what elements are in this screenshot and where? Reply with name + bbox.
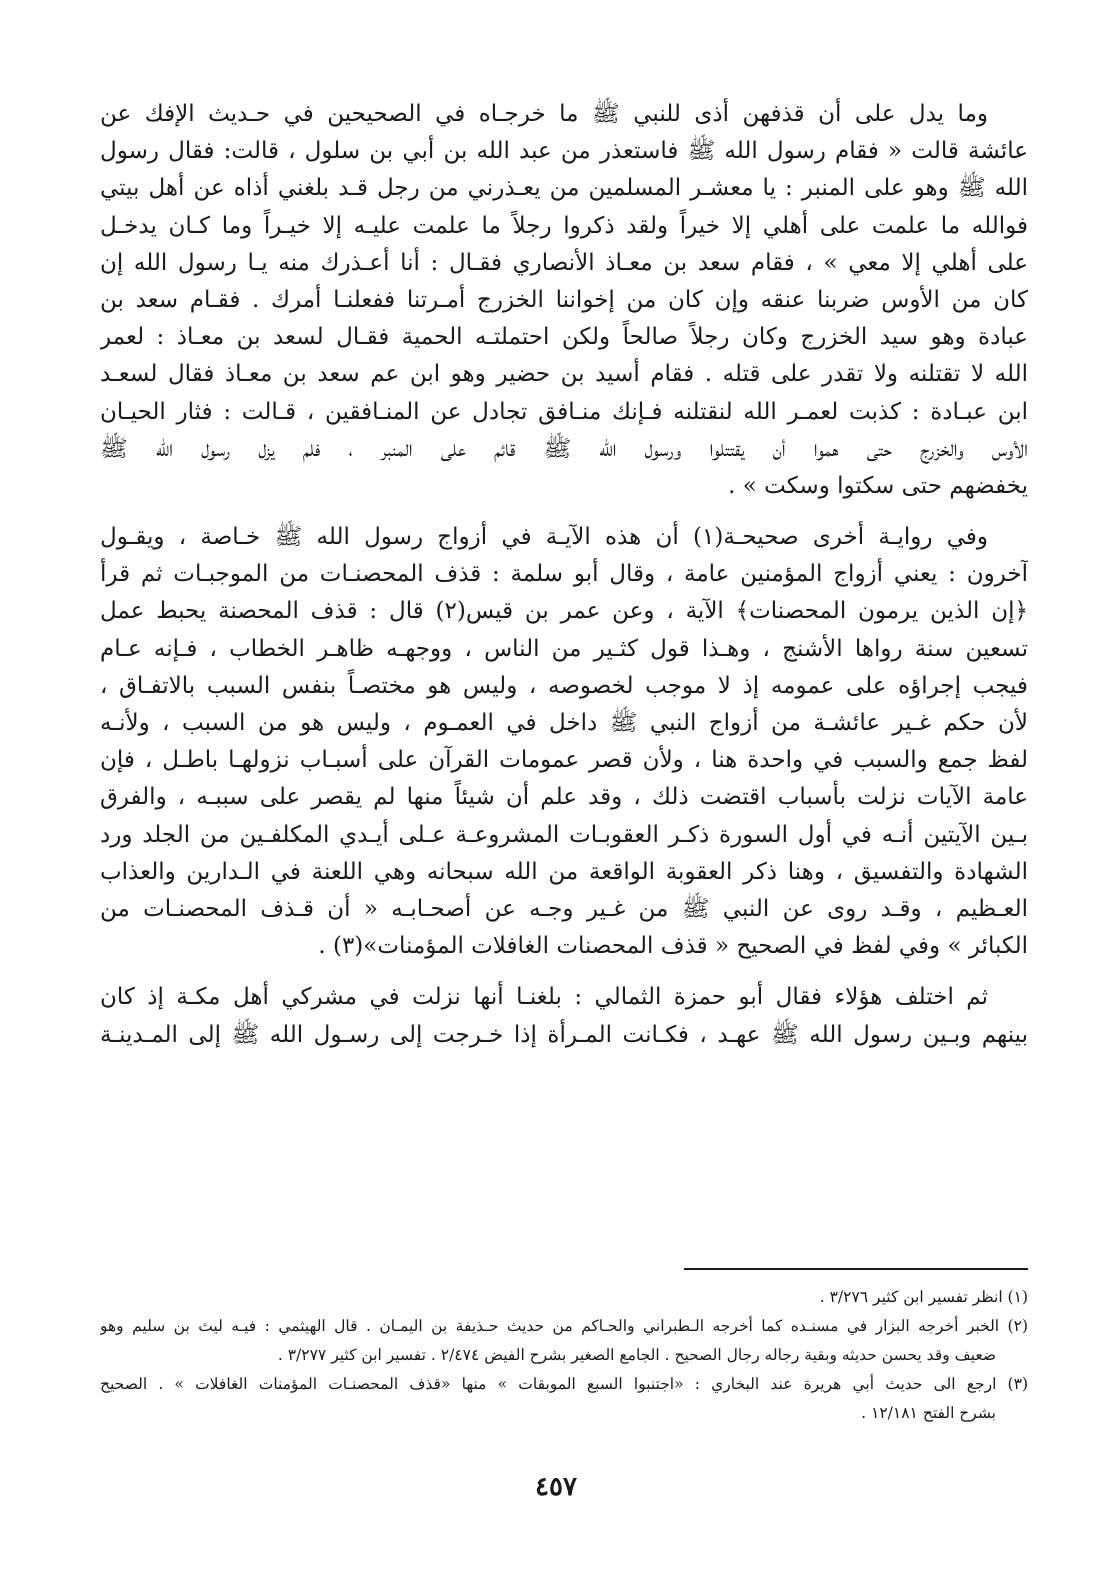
text-line: الله لا تقتلنه ولا تقدر على قتله . فقام أسيد بن حضير وهو ابن عم سعد بن معـاذ فقال لسعـد xyxy=(100,361,1028,388)
footnote-line: (٣) ارجع الى حديث أبي هريرة عند البخاري : «اجتنبوا السبع الموبقات » منها «قذف المحصنـات المؤمنات الغافلات » . الصحيح xyxy=(100,1375,1028,1393)
text-line: العـظيم ، وقـد روى عن النبي ﷺ من غـير وجـه عن أصحـابـه « أن قـذف المحصنـات من xyxy=(100,895,1028,922)
text-line: الأوس والخزرج حتى هموا أن يقتتلوا ورسول الله ﷺ قائم على المنبر ، فلم يزل رسول الله ﷺ xyxy=(100,435,1028,462)
text-line: الكبائر » وفي لفظ في الصحيح « قذف المحصنات الغافلات المؤمنات»(٣) . xyxy=(318,933,1028,960)
footnote-line: ضعيف وقد يحسن حديثه وبقية رجاله رجال الصحيح . الجامع الصغير بشرح الفيض ٢/٤٧٤ . تفسير ابن كثير ٣/٢٧٧ . xyxy=(277,1346,996,1364)
footnote-line: (٢) الخبر أخرجه البزار في مسنـده كما أخرجه الـطبراني والحـاكم من حديث حـذيفة بن اليمـان . قال الهيثمي : فيـه ليث بن سليم وهو xyxy=(100,1317,1028,1335)
text-line: آخرون : يعني أزواج المؤمنين عامة ، وقال أبو سلمة : قذف المحصنـات من الموجبـات ثم قرأ xyxy=(100,561,1028,588)
text-line: فيجب إجراؤه على عمومه إذ لا موجب لخصوصه ، وليس هو مختصـاً بنفس السبب بالاتفـاق ، xyxy=(100,672,1028,699)
text-line: ابن عبـادة : كذبت لعمـر الله لنقتلنه فـإنك منـافق تجادل عن المنـافقين ، قـالت : فثار الحيـان xyxy=(100,398,1028,425)
text-line: فوالله ما علمت على أهلي إلا خيراً ولقد ذكروا رجلاً ما علمت عليـه إلا خيـراً وما كـان يدخـل xyxy=(100,212,1028,239)
text-line: على أهلي إلا معي » ، فقام سعد بن معـاذ الأنصاري فقـال : أنا أعـذرك منه يـا رسول الله إن xyxy=(100,249,1028,276)
page-number: ٤٥٧ xyxy=(535,1472,577,1502)
text-line: تسعين سنة رواها الأشنج ، وهـذا قول كثـير من الناس ، ووجهـه ظاهـر الخطاب ، فـإنه عـام xyxy=(100,635,1028,662)
main-text xyxy=(100,96,1028,1054)
footnote-line: (١) انظر تفسير ابن كثير ٣/٢٧٦ . xyxy=(819,1288,1028,1306)
text-line: الشهادة والتفسيق ، وهنا ذكر العقوبة الواقعة من الله سبحانه وهي اللعنة في الـدارين والعذاب xyxy=(100,858,1028,885)
text-line: عبادة وهو سيد الخزرج وكان رجلاً صالحاً ولكن احتملتـه الحمية فقـال لسعد بن معـاذ : لعمر xyxy=(100,324,1028,351)
text-line: وما يدل على أن قذفهن أذى للنبي ﷺ ما خرجـاه في الصحيحين في حـديث الإفك عن xyxy=(100,101,988,127)
text-line: وفي روايـة أخرى صحيحـة(١) أن هذه الآيـة في أزواج رسول الله ﷺ خـاصة ، ويقـول xyxy=(100,524,989,551)
text-line: عائشة قالت « فقام رسول الله ﷺ فاستعذر من عبد الله بن أبي بن سلول ، قالت: فقال رسول xyxy=(100,138,1028,165)
footnote-divider xyxy=(684,1268,1028,1270)
footnotes xyxy=(100,1283,1028,1428)
text-line: عامة الآيات نزلت بأسباب اقتضت ذلك ، وقد علم أن شيئاً منها لم يقصر على سببـه ، والفرق xyxy=(100,784,1028,811)
text-line: الله ﷺ وهو على المنبر : يا معشـر المسلمين من يعـذرني من رجل قـد بلغني أذاه عن أهل بيتي xyxy=(100,175,1028,202)
text-line: ثم اختلف هؤلاء فقال أبو حمزة الثمالي : بلغنـا أنها نزلت في مشركي أهل مكـة إذ كان xyxy=(100,984,988,1011)
footnote-line: بشرح الفتح ١٢/١٨١ . xyxy=(861,1404,996,1422)
text-line: بينهم وبـين رسول الله ﷺ عهـد ، فكـانت المـرأة إذا خـرجت إلى رسـول الله ﷺ إلى المـدينـة xyxy=(100,1021,1028,1048)
text-line: بـين الآيتين أنـه في أول السورة ذكـر العقوبـات المشروعـة عـلى أيـدي المكلفـين من الجلد ورد xyxy=(100,821,1028,848)
text-line: لأن حكم غـير عائشـة من أزواج النبي ﷺ داخل في العمـوم ، وليس هو من السبب ، ولأنـه xyxy=(100,710,1028,736)
text-line: يخفضهم حتى سكتوا وسكت » . xyxy=(728,472,1028,499)
text-line: لفظ جمع والسبب في واحدة هنا ، ولأن قصر عمومات القرآن على أسبـاب نزولهـا باطـل ، فإن xyxy=(100,747,1028,774)
text-line: ﴿إن الذين يرمون المحصنات﴾ الآية ، وعن عمر بن قيس(٢) قال : قذف المحصنة يحبط عمل xyxy=(100,598,1028,625)
text-line: كان من الأوس ضربنا عنقه وإن كان من إخواننا الخزرج أمـرتنا ففعلنـا أمرك . فقـام سعد بن xyxy=(100,286,1028,313)
